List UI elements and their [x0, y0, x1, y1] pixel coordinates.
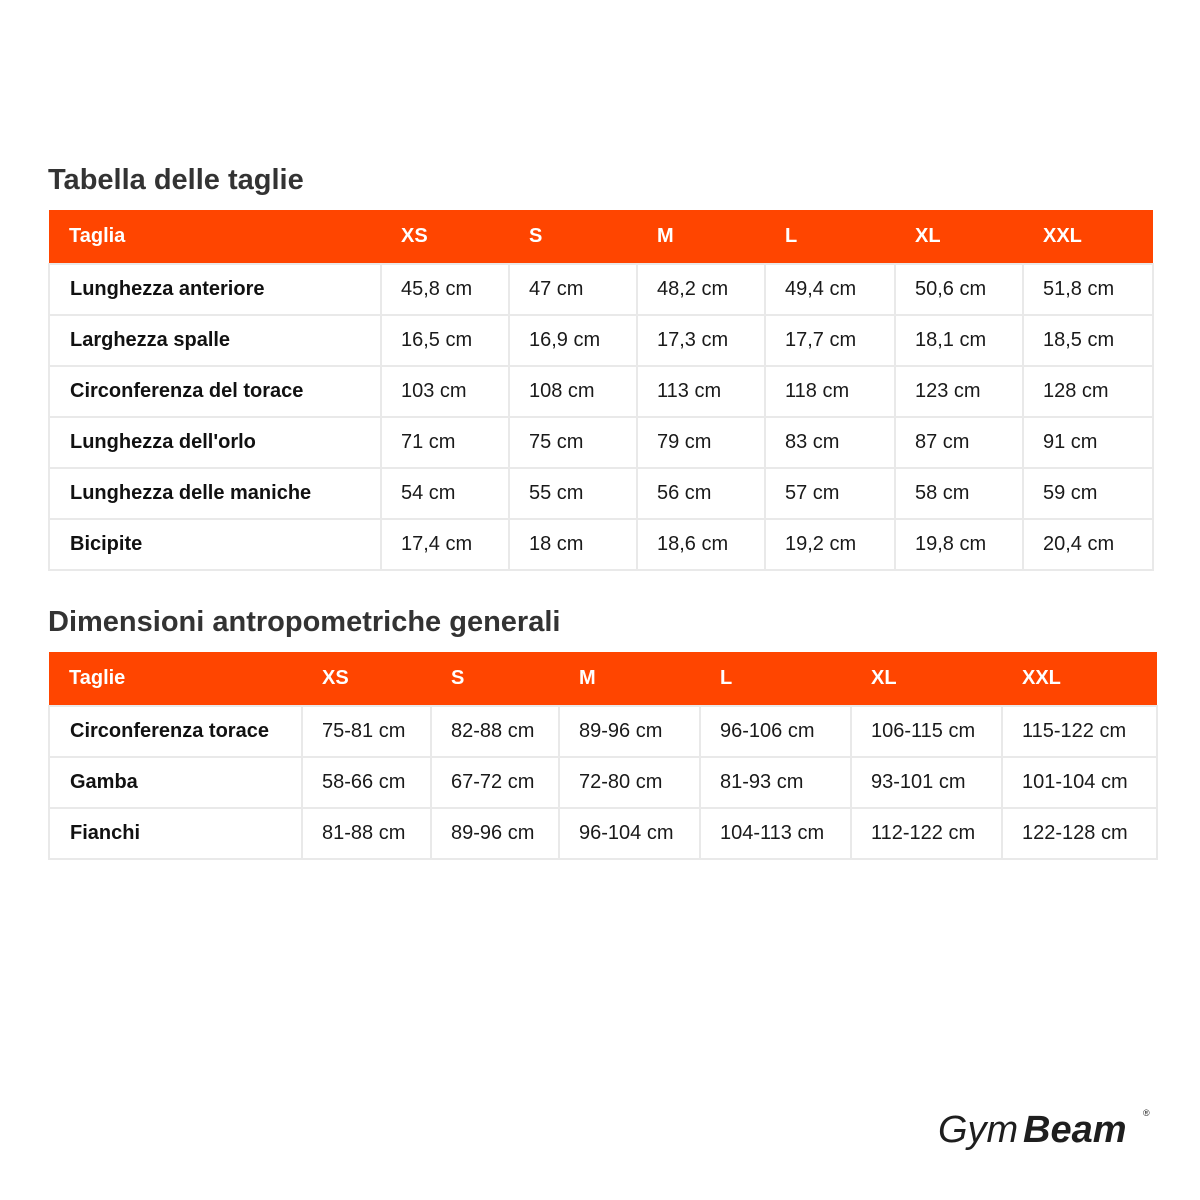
size-chart-title: Tabella delle taglie	[48, 164, 304, 196]
table-cell: 58-66 cm	[302, 757, 431, 808]
table-cell: 56 cm	[637, 468, 765, 519]
table-cell: 55 cm	[509, 468, 637, 519]
header-cell: XL	[895, 210, 1023, 264]
table-cell: 96-106 cm	[700, 706, 851, 757]
table-row	[49, 264, 1153, 315]
table-header-row	[49, 652, 1157, 706]
header-cell: XL	[851, 652, 1002, 706]
table-cell: 118 cm	[765, 366, 895, 417]
table-cell: 87 cm	[895, 417, 1023, 468]
table-cell: 51,8 cm	[1023, 264, 1153, 315]
logo-light-text: Gym	[938, 1109, 1019, 1151]
header-cell: L	[765, 210, 895, 264]
table-row	[49, 417, 1153, 468]
table-cell: 83 cm	[765, 417, 895, 468]
table-cell: 122-128 cm	[1002, 808, 1157, 859]
registered-mark: ®	[1143, 1108, 1150, 1118]
table-row	[49, 808, 1157, 859]
table-cell: 18 cm	[509, 519, 637, 570]
table-cell: 91 cm	[1023, 417, 1153, 468]
table-cell: 101-104 cm	[1002, 757, 1157, 808]
table-cell: 75 cm	[509, 417, 637, 468]
table-cell: 19,8 cm	[895, 519, 1023, 570]
header-cell: L	[700, 652, 851, 706]
table-cell: 16,9 cm	[509, 315, 637, 366]
table-cell: 71 cm	[381, 417, 509, 468]
header-cell: XXL	[1002, 652, 1157, 706]
table-cell: 17,4 cm	[381, 519, 509, 570]
table-cell: 93-101 cm	[851, 757, 1002, 808]
header-cell: S	[431, 652, 559, 706]
table-cell: 106-115 cm	[851, 706, 1002, 757]
table-cell: 16,5 cm	[381, 315, 509, 366]
table-cell: 18,6 cm	[637, 519, 765, 570]
row-label: Lunghezza delle maniche	[49, 468, 381, 519]
header-cell: XXL	[1023, 210, 1153, 264]
table-cell: 57 cm	[765, 468, 895, 519]
row-label: Circonferenza del torace	[49, 366, 381, 417]
row-label: Lunghezza anteriore	[49, 264, 381, 315]
table-cell: 103 cm	[381, 366, 509, 417]
table-cell: 54 cm	[381, 468, 509, 519]
table-cell: 49,4 cm	[765, 264, 895, 315]
table-cell: 82-88 cm	[431, 706, 559, 757]
table-cell: 123 cm	[895, 366, 1023, 417]
anthropometric-chart-table	[48, 652, 1158, 860]
table-row	[49, 366, 1153, 417]
table-cell: 18,1 cm	[895, 315, 1023, 366]
table-cell: 128 cm	[1023, 366, 1153, 417]
logo-bold-text: Beam	[1023, 1109, 1127, 1151]
row-label: Lunghezza dell'orlo	[49, 417, 381, 468]
table-cell: 20,4 cm	[1023, 519, 1153, 570]
table-cell: 79 cm	[637, 417, 765, 468]
table-cell: 113 cm	[637, 366, 765, 417]
table-cell: 50,6 cm	[895, 264, 1023, 315]
header-cell: XS	[381, 210, 509, 264]
header-cell: Taglie	[49, 652, 302, 706]
table-cell: 89-96 cm	[431, 808, 559, 859]
table-cell: 104-113 cm	[700, 808, 851, 859]
table-header-row	[49, 210, 1153, 264]
row-label: Gamba	[49, 757, 302, 808]
table-row	[49, 519, 1153, 570]
table-cell: 81-93 cm	[700, 757, 851, 808]
anthropometric-chart-title: Dimensioni antropometriche generali	[48, 606, 561, 638]
header-cell: XS	[302, 652, 431, 706]
header-cell: Taglia	[49, 210, 381, 264]
table-cell: 45,8 cm	[381, 264, 509, 315]
header-cell: M	[559, 652, 700, 706]
table-cell: 19,2 cm	[765, 519, 895, 570]
header-cell: M	[637, 210, 765, 264]
table-cell: 58 cm	[895, 468, 1023, 519]
table-cell: 17,7 cm	[765, 315, 895, 366]
table-row	[49, 315, 1153, 366]
table-cell: 47 cm	[509, 264, 637, 315]
table-cell: 17,3 cm	[637, 315, 765, 366]
gymbeam-logo	[938, 1104, 1154, 1154]
table-cell: 59 cm	[1023, 468, 1153, 519]
table-cell: 48,2 cm	[637, 264, 765, 315]
row-label: Larghezza spalle	[49, 315, 381, 366]
size-chart-table	[48, 210, 1154, 571]
table-cell: 72-80 cm	[559, 757, 700, 808]
table-cell: 115-122 cm	[1002, 706, 1157, 757]
table-cell: 67-72 cm	[431, 757, 559, 808]
table-cell: 81-88 cm	[302, 808, 431, 859]
row-label: Fianchi	[49, 808, 302, 859]
row-label: Bicipite	[49, 519, 381, 570]
table-row	[49, 706, 1157, 757]
table-cell: 112-122 cm	[851, 808, 1002, 859]
table-cell: 96-104 cm	[559, 808, 700, 859]
header-cell: S	[509, 210, 637, 264]
table-cell: 89-96 cm	[559, 706, 700, 757]
row-label: Circonferenza torace	[49, 706, 302, 757]
table-cell: 18,5 cm	[1023, 315, 1153, 366]
table-cell: 108 cm	[509, 366, 637, 417]
table-row	[49, 468, 1153, 519]
table-row	[49, 757, 1157, 808]
table-cell: 75-81 cm	[302, 706, 431, 757]
